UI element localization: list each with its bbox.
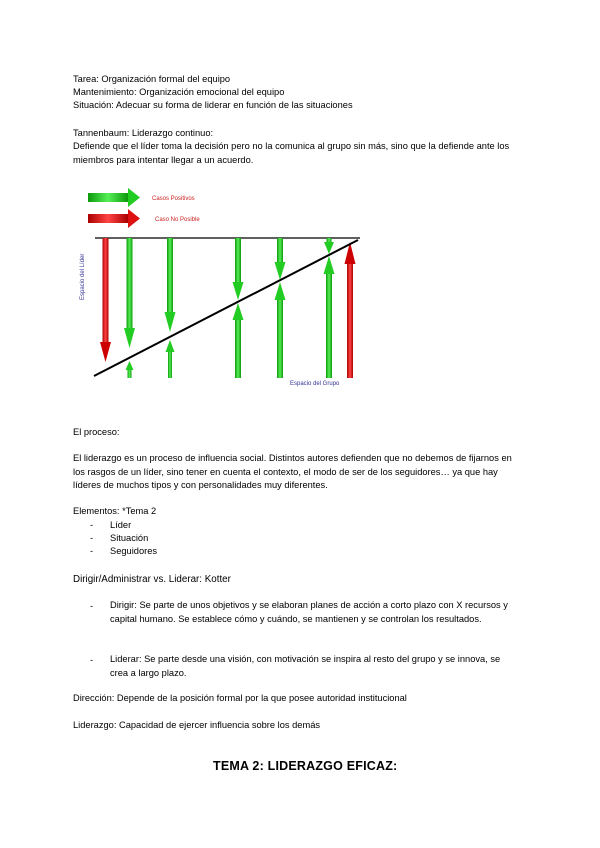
elementos-item-situacion: Situación (110, 533, 149, 543)
situacion-line: Situación: Adecuar su forma de liderar en función de las situaciones (73, 100, 353, 110)
leadership-continuum-diagram (70, 180, 370, 390)
mantenimiento-line: Mantenimiento: Organización emocional del equipo (73, 87, 285, 97)
direccion-definition: Dirección: Depende de la posición formal por la que posee autoridad institucional (73, 693, 407, 703)
liderazgo-definition: Liderazgo: Capacidad de ejercer influencia sobre los demás (73, 720, 321, 730)
legend-negative-label: Caso No Posible (155, 217, 200, 223)
tannenbaum-text: Defiende que el líder toma la decisión pero no la comunica al grupo sin más, sino que la defiende ante los miembros para intentar llegar a un acuerdo. (73, 141, 510, 165)
tema2-heading: TEMA 2: LIDERAZGO EFICAZ: (213, 759, 398, 773)
legend-positive-label: Casos Positivos (152, 196, 195, 202)
diagonal-boundary-line (94, 240, 358, 376)
x-axis-label: Espacio del Grupo (290, 381, 340, 387)
tannenbaum-title: Tannenbaum: Liderazgo continuo: (73, 128, 214, 138)
elementos-item-lider: Líder (110, 520, 132, 530)
green-arrow-2 (165, 238, 176, 378)
legend-positive-arrow (88, 188, 140, 207)
kotter-liderar: Liderar: Se parte desde una visión, con motivación se inspira al resto del grupo y se innova, se crea a largo plazo. (110, 654, 501, 678)
proceso-title: El proceso: (73, 427, 120, 437)
proceso-text: El liderazgo es un proceso de influencia social. Distintos autores defienden que no debemos de fijarnos en los rasgos de un líder, sino tener en cuenta el contexto, el modo de ser de los seguidores… ya que hay líderes de muchos tipos y con personalidades muy diferentes. (73, 453, 512, 490)
red-arrow-down (100, 238, 111, 362)
red-arrow-up (345, 242, 356, 378)
elementos-item-seguidores: Seguidores (110, 546, 158, 556)
kotter-dirigir: Dirigir: Se parte de unos objetivos y se elaboran planes de acción a corto plazo con X recursos y capital humano. Se establece cómo y cuándo, se mantienen y se controlan los resultados. (110, 600, 508, 624)
elementos-title: Elementos: *Tema 2 (73, 506, 157, 516)
legend-negative-arrow (88, 209, 140, 228)
tarea-line: Tarea: Organización formal del equipo (73, 74, 231, 84)
green-arrow-4 (275, 238, 286, 378)
green-arrow-5 (324, 238, 335, 378)
green-arrow-3 (233, 238, 244, 378)
kotter-title: Dirigir/Administrar vs. Liderar: Kotter (73, 574, 231, 585)
y-axis-label: Espacio del Líder (80, 253, 86, 300)
